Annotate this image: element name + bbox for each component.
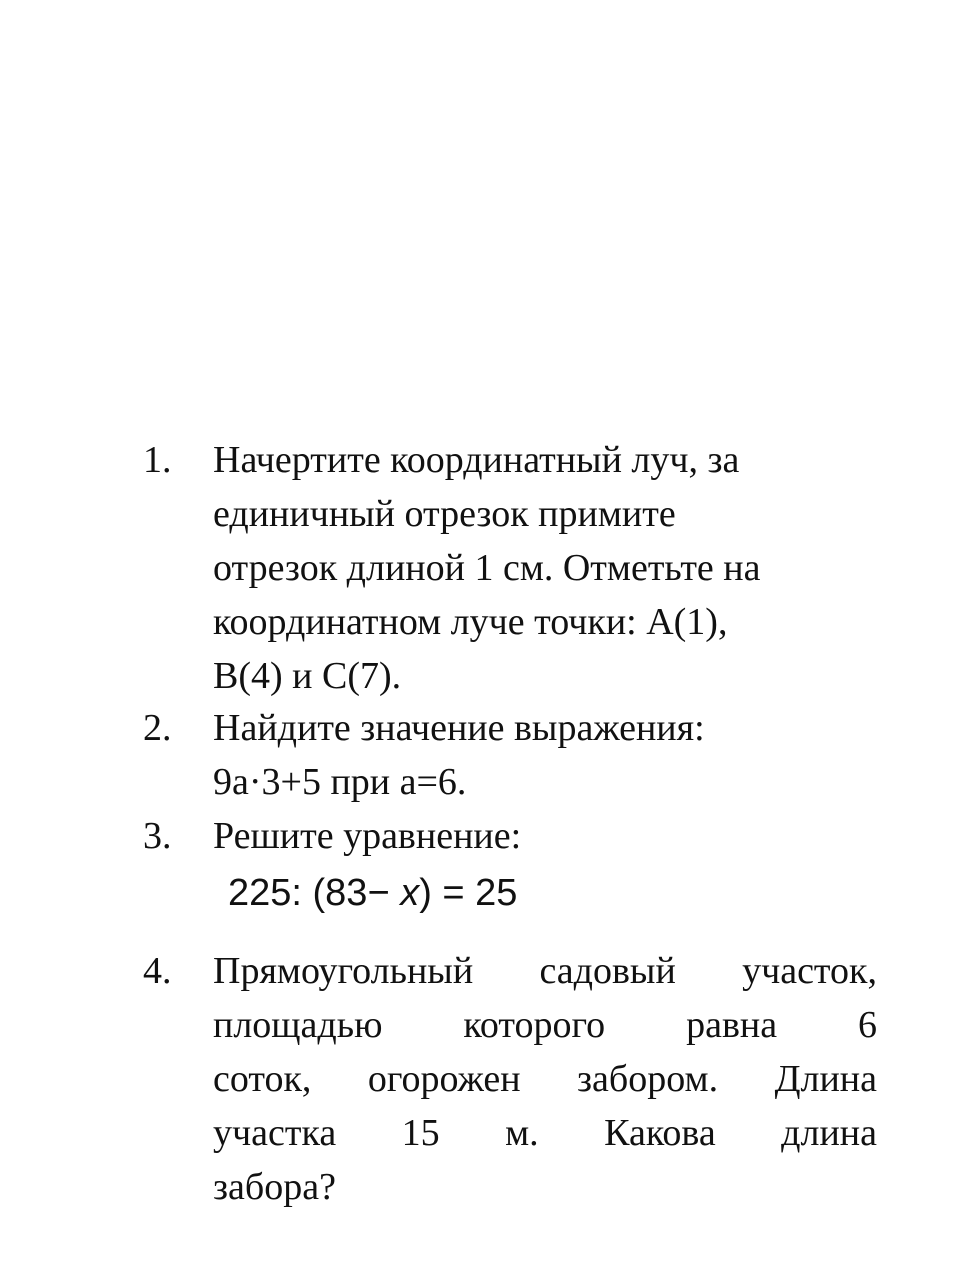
task-line: B(4) и С(7). — [213, 655, 402, 697]
task-line: Решите уравнение: — [213, 815, 522, 857]
task-line: единичный отрезок примите — [213, 493, 676, 535]
task-2 — [143, 701, 883, 809]
equation-variable: x — [400, 872, 420, 914]
task-text — [213, 701, 877, 809]
task-line: отрезок длиной 1 см. Отметьте на — [213, 547, 761, 589]
equation — [228, 866, 517, 920]
task-line: Прямоугольный садовый участок, — [213, 950, 877, 992]
task-4 — [143, 944, 883, 1214]
equation-right: ) = 25 — [419, 872, 518, 914]
task-line: участка 15 м. Какова длина — [213, 1112, 877, 1154]
task-text — [213, 944, 877, 1214]
task-line: площадью которого равна 6 — [213, 1004, 877, 1046]
equation-left: 225: (83− — [228, 872, 401, 914]
task-line: координатном луче точки: A(1), — [213, 601, 728, 643]
task-line: забора? — [213, 1166, 336, 1208]
task-line: Найдите значение выражения: — [213, 707, 705, 749]
task-number: 1. — [143, 439, 172, 481]
task-text — [213, 433, 877, 703]
task-line: соток, огорожен забором. Длина — [213, 1058, 877, 1100]
task-line: 9a·3+5 при a=6. — [213, 761, 467, 803]
task-number: 2. — [143, 707, 172, 749]
task-line: Начертите координатный луч, за — [213, 439, 740, 481]
task-number: 4. — [143, 950, 172, 992]
task-number: 3. — [143, 815, 172, 857]
task-1 — [143, 433, 883, 703]
task-3 — [143, 809, 883, 863]
task-text — [213, 809, 877, 863]
